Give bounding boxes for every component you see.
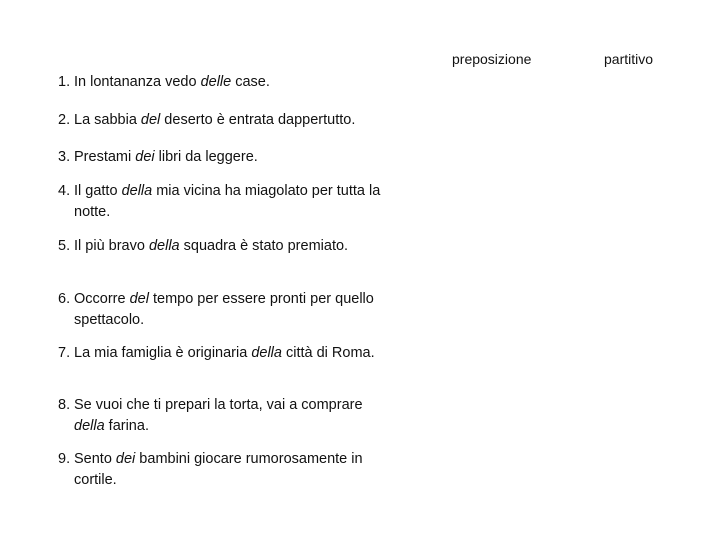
item-text: città di Roma. (281, 345, 375, 361)
item-number: 2. (58, 112, 71, 128)
item-number: 6. (58, 291, 71, 307)
item-text: bambini giocare rumorosamente in (135, 451, 363, 467)
item-text: deserto è entrata dappertutto. (160, 112, 356, 128)
item-target-word: dei (115, 451, 136, 467)
exercise-item-3 (58, 147, 438, 168)
item-target-word: della (121, 183, 153, 199)
exercise-item-1 (58, 72, 438, 93)
item-target-word: delle (200, 74, 232, 90)
exercise-item-9 (58, 449, 438, 491)
item-continuation (58, 470, 438, 491)
item-target-word: dei (135, 149, 155, 165)
item-continuation (58, 310, 438, 331)
item-number: 3. (58, 149, 71, 165)
item-text: Il più bravo (74, 238, 149, 254)
item-number: 9. (58, 451, 71, 467)
item-continuation (58, 202, 438, 223)
exercise-item-2 (58, 110, 438, 131)
exercise-item-7 (58, 343, 438, 364)
item-target-word: della (148, 238, 180, 254)
item-text: Occorre (74, 291, 130, 307)
item-text: Il gatto (74, 183, 122, 199)
item-target-word: del (140, 112, 161, 128)
item-text: case. (231, 74, 270, 90)
column-header-partitivo: partitivo (604, 51, 654, 67)
column-header-preposizione: preposizione (452, 51, 532, 67)
item-text: farina. (104, 418, 149, 434)
item-text: La sabbia (74, 112, 141, 128)
item-text: In lontananza vedo (74, 74, 201, 90)
item-text: spettacolo. (74, 312, 145, 328)
item-target-word: della (74, 418, 105, 434)
item-number: 5. (58, 238, 71, 254)
item-text: libri da leggere. (154, 149, 258, 165)
exercise-item-4 (58, 181, 438, 223)
item-target-word: della (251, 345, 282, 361)
item-text: notte. (74, 204, 111, 220)
item-text: tempo per essere pronti per quello (148, 291, 374, 307)
item-text: Prestami (74, 149, 136, 165)
item-text: Sento (74, 451, 116, 467)
exercise-item-6 (58, 289, 438, 331)
item-text: Se vuoi che ti prepari la torta, vai a comprare (74, 397, 363, 413)
item-text: cortile. (74, 472, 117, 488)
item-text: La mia famiglia è originaria (74, 345, 252, 361)
exercise-item-5 (58, 236, 438, 257)
item-number: 1. (58, 74, 71, 90)
item-number: 8. (58, 397, 71, 413)
item-text: mia vicina ha miagolato per tutta la (152, 183, 381, 199)
item-number: 7. (58, 345, 71, 361)
item-target-word: del (129, 291, 149, 307)
exercise-item-8 (58, 395, 438, 437)
item-text: squadra è stato premiato. (179, 238, 349, 254)
item-number: 4. (58, 183, 71, 199)
item-continuation (58, 416, 438, 437)
